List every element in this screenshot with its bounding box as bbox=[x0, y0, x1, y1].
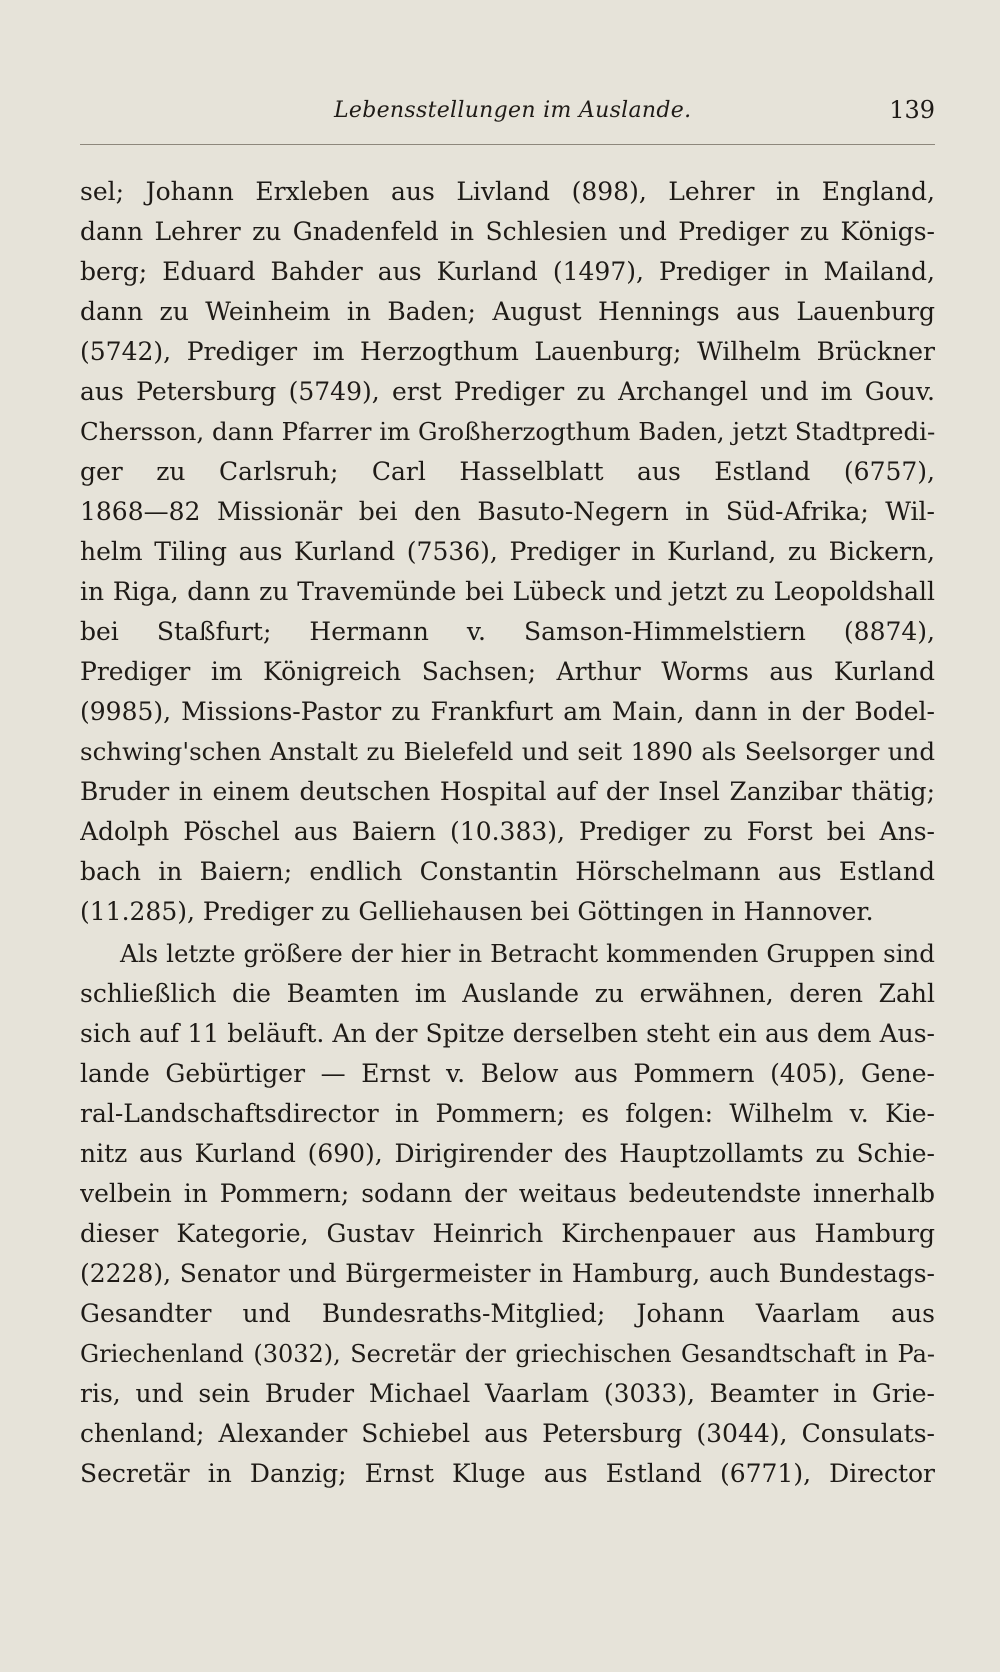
text-line: Gesandter und Bundesraths-Mitglied; Johann Vaarlam aus bbox=[80, 1299, 935, 1328]
text-line: dann Lehrer zu Gnadenfeld in Schlesien und Prediger zu Königs- bbox=[80, 217, 935, 246]
text-line: aus Petersburg (5749), erst Prediger zu Archangel und im Gouv. bbox=[80, 377, 935, 406]
text-line: ger zu Carlsruh; Carl Hasselblatt aus Estland (6757), bbox=[80, 457, 935, 486]
text-line: ris, und sein Bruder Michael Vaarlam (3033), Beamter in Grie- bbox=[80, 1379, 935, 1408]
text-line: 1868—82 Missionär bei den Basuto-Negern in Süd-Afrika; Wil- bbox=[80, 497, 935, 526]
text-line: sel; Johann Erxleben aus Livland (898), Lehrer in England, bbox=[80, 177, 935, 206]
running-head bbox=[80, 96, 935, 132]
text-line: Chersson, dann Pfarrer im Großherzogthum Baden, jetzt Stadtpredi- bbox=[80, 417, 935, 446]
text-line: dann zu Weinheim in Baden; August Hennings aus Lauenburg bbox=[80, 297, 935, 326]
page-number: 139 bbox=[889, 96, 935, 124]
text-line: schließlich die Beamten im Auslande zu erwähnen, deren Zahl bbox=[80, 979, 935, 1008]
text-line: sich auf 11 beläuft. An der Spitze derselben steht ein aus dem Aus- bbox=[80, 1019, 935, 1048]
text-line: Als letzte größere der hier in Betracht kommenden Gruppen sind bbox=[120, 939, 935, 968]
text-line: dieser Kategorie, Gustav Heinrich Kirchenpauer aus Hamburg bbox=[80, 1219, 935, 1248]
text-line: (2228), Senator und Bürgermeister in Hamburg, auch Bundestags- bbox=[80, 1259, 935, 1288]
text-line: in Riga, dann zu Travemünde bei Lübeck und jetzt zu Leopoldshall bbox=[80, 577, 935, 606]
text-line: nitz aus Kurland (690), Dirigirender des Hauptzollamts zu Schie- bbox=[80, 1139, 935, 1168]
running-head-title: Lebensstellungen im Auslande. bbox=[334, 98, 692, 123]
text-line: Adolph Pöschel aus Baiern (10.383), Prediger zu Forst bei Ans- bbox=[80, 817, 935, 846]
text-line: (5742), Prediger im Herzogthum Lauenburg; Wilhelm Brückner bbox=[80, 337, 935, 366]
text-line: velbein in Pommern; sodann der weitaus bedeutendste innerhalb bbox=[80, 1179, 935, 1208]
text-line: ral-Landschaftsdirector in Pommern; es folgen: Wilhelm v. Kie- bbox=[80, 1099, 935, 1128]
text-line: bach in Baiern; endlich Constantin Hörschelmann aus Estland bbox=[80, 857, 935, 886]
text-line: schwing'schen Anstalt zu Bielefeld und seit 1890 als Seelsorger und bbox=[80, 737, 935, 766]
paragraph-2 bbox=[80, 934, 935, 1494]
text-line: (11.285), Prediger zu Gelliehausen bei Göttingen in Hannover. bbox=[80, 897, 874, 926]
header-rule bbox=[80, 144, 935, 145]
text-line: chenland; Alexander Schiebel aus Petersburg (3044), Consulats- bbox=[80, 1419, 935, 1448]
text-line: (9985), Missions-Pastor zu Frankfurt am Main, dann in der Bodel- bbox=[80, 697, 935, 726]
text-line: lande Gebürtiger — Ernst v. Below aus Pommern (405), Gene- bbox=[80, 1059, 935, 1088]
text-line: Bruder in einem deutschen Hospital auf der Insel Zanzibar thätig; bbox=[80, 777, 935, 806]
text-line: Griechenland (3032), Secretär der griechischen Gesandtschaft in Pa- bbox=[80, 1340, 935, 1368]
text-line: Prediger im Königreich Sachsen; Arthur Worms aus Kurland bbox=[80, 657, 935, 686]
text-line: Secretär in Danzig; Ernst Kluge aus Estland (6771), Director bbox=[80, 1459, 935, 1488]
text-line: helm Tiling aus Kurland (7536), Prediger in Kurland, zu Bickern, bbox=[80, 537, 935, 566]
text-line: berg; Eduard Bahder aus Kurland (1497), Prediger in Mailand, bbox=[80, 257, 935, 286]
text-line: bei Staßfurt; Hermann v. Samson-Himmelstiern (8874), bbox=[80, 617, 935, 646]
paragraph-1 bbox=[80, 172, 935, 932]
body-text bbox=[80, 172, 935, 1494]
